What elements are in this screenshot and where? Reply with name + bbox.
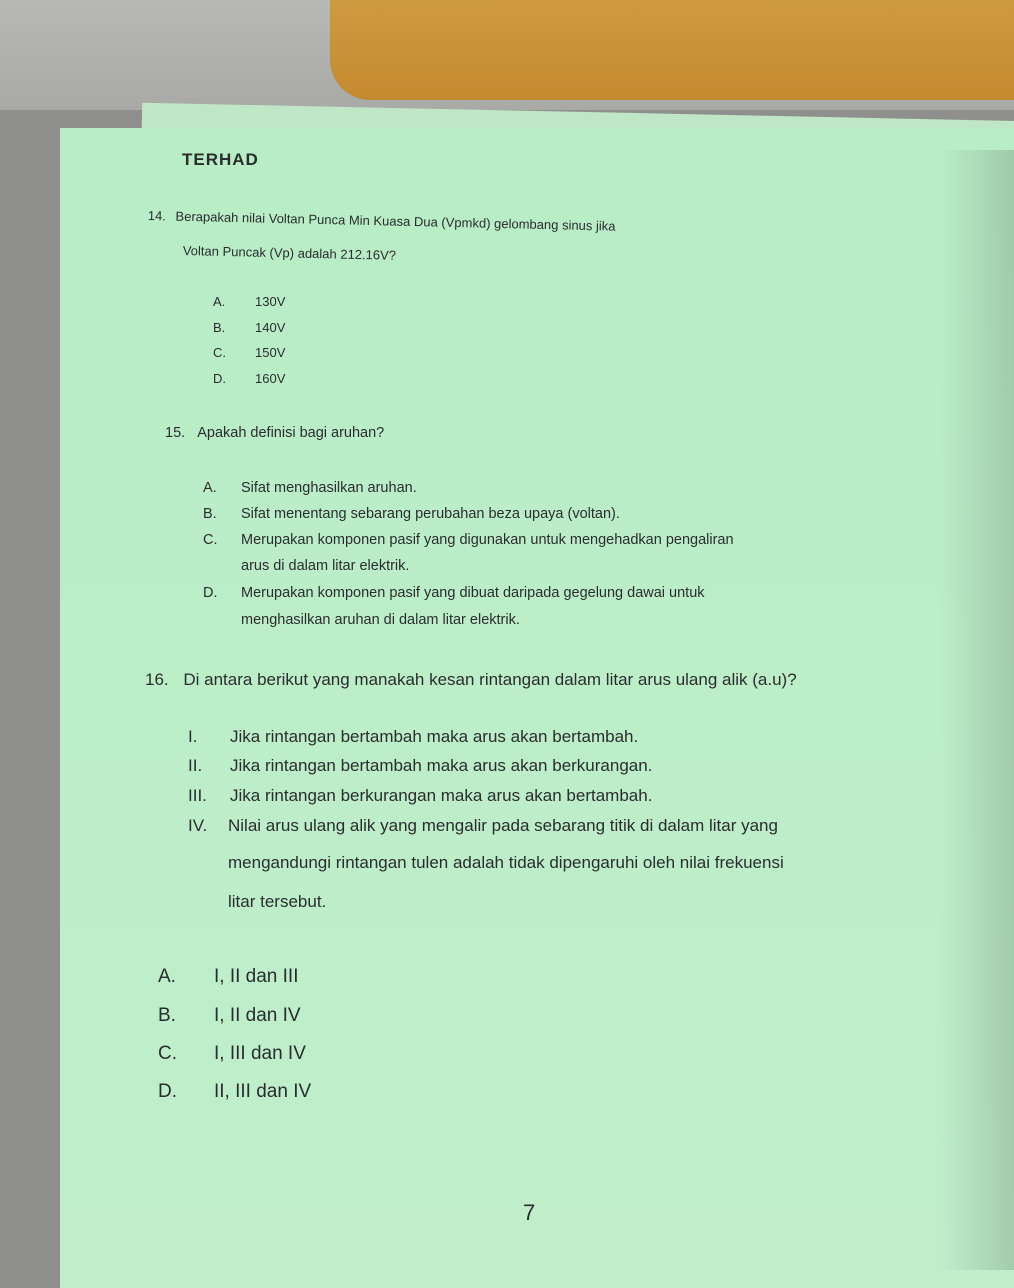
page-number: 7 (523, 1200, 536, 1225)
header-label: TERHAD (182, 150, 259, 169)
q16-statement-2: II. Jika rintangan bertambah maka arus akan berkurangan. (188, 756, 653, 775)
question-14-text: Berapakah nilai Voltan Punca Min Kuasa Dua (Vpmkd) gelombang sinus jika (175, 208, 616, 234)
q16-statement-4: IV. Nilai arus ulang alik yang mengalir pada sebarang titik di dalam litar yang (188, 816, 778, 835)
q16-option-c: C. I, III dan IV (158, 1043, 306, 1064)
q16-statement-1: I. Jika rintangan bertambah maka arus akan bertambah. (188, 727, 639, 746)
q14-option-b: B. 140V (213, 320, 286, 335)
question-16-text: Di antara berikut yang manakah kesan rintangan dalam litar arus ulang alik (a.u)? (183, 670, 797, 689)
q15-option-a: A. Sifat menghasilkan aruhan. (203, 480, 417, 496)
q15-option-c: C. Merupakan komponen pasif yang digunakan untuk mengehadkan pengaliran (203, 532, 734, 548)
q15-option-d: D. Merupakan komponen pasif yang dibuat daripada gegelung dawai untuk (203, 585, 705, 601)
orange-bag (330, 0, 1014, 100)
question-16 (145, 670, 797, 690)
q16-option-a: A. I, II dan III (158, 966, 299, 987)
q15-option-d-line2: menghasilkan aruhan di dalam litar elektrik. (241, 612, 520, 628)
q14-option-c: C. 150V (213, 345, 286, 360)
question-14-number: 14. (147, 208, 167, 224)
question-14-text-line2: Voltan Puncak (Vp) adalah 212.16V? (182, 243, 397, 263)
q16-statement-4-line2: mengandungi rintangan tulen adalah tidak dipengaruhi oleh nilai frekuensi (228, 853, 784, 872)
question-16-number: 16. (145, 670, 169, 689)
paper-edge-shadow (940, 150, 1014, 1270)
question-15-number: 15. (165, 425, 186, 441)
q16-statement-4-line3: litar tersebut. (228, 892, 327, 911)
q14-option-d: D. 160V (213, 371, 286, 386)
q15-option-c-line2: arus di dalam litar elektrik. (241, 558, 410, 574)
question-15-text: Apakah definisi bagi aruhan? (197, 425, 385, 441)
q14-option-a: A. 130V (213, 294, 286, 309)
q15-option-b: B. Sifat menentang sebarang perubahan beza upaya (voltan). (203, 506, 620, 522)
q16-option-b: B. I, II dan IV (158, 1005, 301, 1026)
exam-page (60, 128, 1014, 1288)
q16-option-d: D. II, III dan IV (158, 1081, 312, 1102)
q16-statement-3: III. Jika rintangan berkurangan maka arus akan bertambah. (188, 786, 653, 805)
question-15 (165, 425, 384, 441)
